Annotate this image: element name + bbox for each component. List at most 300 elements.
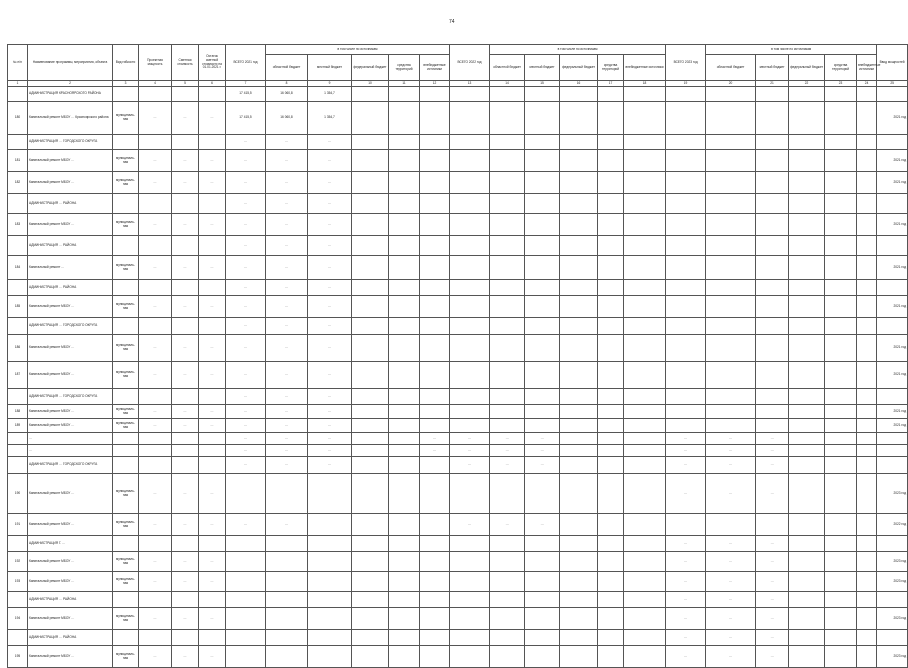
commissioning-year: 2021 год bbox=[877, 405, 908, 419]
cell-c11 bbox=[389, 572, 420, 592]
cell-c4 bbox=[139, 630, 172, 646]
cell-c15 bbox=[525, 194, 560, 214]
cell-c11 bbox=[389, 236, 420, 256]
cell-c23 bbox=[825, 433, 857, 445]
cell-c7: … bbox=[226, 296, 266, 318]
table-row bbox=[8, 405, 908, 419]
cell-c13 bbox=[450, 474, 490, 514]
table-row bbox=[8, 646, 908, 668]
cell-c9: … bbox=[308, 172, 352, 194]
commissioning-year bbox=[877, 135, 908, 150]
cell-c20 bbox=[706, 256, 756, 280]
cell-c20: … bbox=[706, 646, 756, 668]
cell-c12 bbox=[420, 592, 450, 608]
cell-c21: … bbox=[756, 445, 789, 457]
cell-c16 bbox=[560, 335, 598, 362]
cell-c20 bbox=[706, 318, 756, 335]
cell-c14 bbox=[490, 194, 525, 214]
column-number: 23 bbox=[825, 81, 857, 87]
program-table bbox=[7, 44, 908, 668]
row-number: 181 bbox=[8, 150, 28, 172]
header-federal-budget: федеральный бюджет bbox=[560, 55, 598, 81]
cell-c7: 17 415,5 bbox=[226, 102, 266, 135]
cell-c5: … bbox=[172, 419, 199, 433]
cell-c4 bbox=[139, 135, 172, 150]
cell-c19 bbox=[666, 419, 706, 433]
cell-c7 bbox=[226, 592, 266, 608]
cell-c16 bbox=[560, 296, 598, 318]
cell-c4: … bbox=[139, 256, 172, 280]
cell-c8 bbox=[266, 572, 308, 592]
cell-c23 bbox=[825, 536, 857, 552]
row-name: АДМИНИСТРАЦИЯ … ГОРОДСКОГО ОКРУГА bbox=[28, 457, 113, 474]
cell-c8 bbox=[266, 592, 308, 608]
table-row bbox=[8, 474, 908, 514]
header-regional-budget: областной бюджет bbox=[490, 55, 525, 81]
commissioning-year: 2023 год bbox=[877, 552, 908, 572]
section-row bbox=[8, 433, 908, 445]
cell-c9: 1 354,7 bbox=[308, 102, 352, 135]
cell-c22 bbox=[789, 214, 825, 236]
section-row bbox=[8, 389, 908, 405]
cell-c16 bbox=[560, 194, 598, 214]
row-number bbox=[8, 433, 28, 445]
cell-c8: … bbox=[266, 150, 308, 172]
cell-c17 bbox=[598, 646, 624, 668]
cell-c12 bbox=[420, 150, 450, 172]
cell-c12: … bbox=[420, 445, 450, 457]
cell-c17 bbox=[598, 405, 624, 419]
header-num: № п/п bbox=[8, 45, 28, 81]
cell-c11 bbox=[389, 256, 420, 280]
cell-c12 bbox=[420, 256, 450, 280]
cell-c15 bbox=[525, 646, 560, 668]
cell-c12 bbox=[420, 514, 450, 536]
row-name: Капитальный ремонт МБОУ … bbox=[28, 419, 113, 433]
column-number: 4 bbox=[139, 81, 172, 87]
cell-c20: … bbox=[706, 630, 756, 646]
cell-c14 bbox=[490, 362, 525, 389]
cell-c8: … bbox=[266, 280, 308, 296]
cell-c11 bbox=[389, 646, 420, 668]
row-number: 191 bbox=[8, 514, 28, 536]
cell-c12 bbox=[420, 536, 450, 552]
header-territory-funds: средства территорий bbox=[598, 55, 624, 81]
cell-c8: … bbox=[266, 214, 308, 236]
cell-c4 bbox=[139, 536, 172, 552]
cell-c23 bbox=[825, 608, 857, 630]
table-row bbox=[8, 552, 908, 572]
column-number: 1 bbox=[8, 81, 28, 87]
cell-c19: … bbox=[666, 433, 706, 445]
header-regional-budget: областной бюджет bbox=[706, 55, 756, 81]
cell-c17 bbox=[598, 172, 624, 194]
row-name: Капитальный ремонт МБОУ … bbox=[28, 335, 113, 362]
cell-c13 bbox=[450, 280, 490, 296]
cell-c18 bbox=[624, 389, 666, 405]
commissioning-year: 2021 год bbox=[877, 214, 908, 236]
cell-c3 bbox=[113, 457, 139, 474]
cell-c17 bbox=[598, 256, 624, 280]
header-extrabudget: внебюджетные источники bbox=[857, 55, 877, 81]
column-number: 9 bbox=[308, 81, 352, 87]
row-number: 190 bbox=[8, 474, 28, 514]
cell-c24 bbox=[857, 514, 877, 536]
cell-c19: … bbox=[666, 536, 706, 552]
cell-c5: … bbox=[172, 608, 199, 630]
commissioning-year: 2021 год bbox=[877, 172, 908, 194]
cell-c24 bbox=[857, 536, 877, 552]
cell-c16 bbox=[560, 433, 598, 445]
cell-c13 bbox=[450, 572, 490, 592]
table-row bbox=[8, 572, 908, 592]
cell-c7 bbox=[226, 608, 266, 630]
cell-c19 bbox=[666, 172, 706, 194]
cell-c12 bbox=[420, 87, 450, 102]
cell-c19 bbox=[666, 514, 706, 536]
cell-c23 bbox=[825, 214, 857, 236]
cell-c17 bbox=[598, 214, 624, 236]
header-federal-budget: федеральный бюджет bbox=[352, 55, 389, 81]
cell-c7: … bbox=[226, 214, 266, 236]
cell-c13: … bbox=[450, 445, 490, 457]
cell-c8: … bbox=[266, 236, 308, 256]
cell-c14 bbox=[490, 135, 525, 150]
cell-c18 bbox=[624, 572, 666, 592]
commissioning-year: 2021 год bbox=[877, 362, 908, 389]
cell-c21: … bbox=[756, 474, 789, 514]
cell-c4 bbox=[139, 280, 172, 296]
cell-c13 bbox=[450, 646, 490, 668]
cell-c9: … bbox=[308, 194, 352, 214]
cell-c23 bbox=[825, 296, 857, 318]
cell-c20: … bbox=[706, 433, 756, 445]
cell-c17 bbox=[598, 592, 624, 608]
cell-c20 bbox=[706, 335, 756, 362]
cell-c4 bbox=[139, 445, 172, 457]
cell-c13 bbox=[450, 135, 490, 150]
cell-c3 bbox=[113, 135, 139, 150]
cell-c19 bbox=[666, 280, 706, 296]
cell-c24 bbox=[857, 280, 877, 296]
cell-c16 bbox=[560, 280, 598, 296]
cell-c6 bbox=[199, 433, 226, 445]
cell-c4 bbox=[139, 236, 172, 256]
row-name: Капитальный ремонт МБОУ … bbox=[28, 572, 113, 592]
cell-c18 bbox=[624, 87, 666, 102]
cell-c17 bbox=[598, 236, 624, 256]
cell-c19 bbox=[666, 405, 706, 419]
cell-c23 bbox=[825, 194, 857, 214]
cell-c13 bbox=[450, 552, 490, 572]
row-number: 189 bbox=[8, 419, 28, 433]
header-territory-funds: средства территорий bbox=[825, 55, 857, 81]
header-regional-budget: областной бюджет bbox=[266, 55, 308, 81]
cell-c5: … bbox=[172, 514, 199, 536]
cell-c22 bbox=[789, 318, 825, 335]
cell-c12 bbox=[420, 102, 450, 135]
cell-c20 bbox=[706, 102, 756, 135]
cell-c13 bbox=[450, 335, 490, 362]
cell-c23 bbox=[825, 236, 857, 256]
cell-c4: … bbox=[139, 419, 172, 433]
cell-c24 bbox=[857, 362, 877, 389]
cell-c7: … bbox=[226, 135, 266, 150]
cell-c24 bbox=[857, 592, 877, 608]
cell-c17 bbox=[598, 630, 624, 646]
cell-c9 bbox=[308, 572, 352, 592]
header-estimate: Сметная стоимость bbox=[172, 45, 199, 81]
row-number bbox=[8, 280, 28, 296]
cell-c20: … bbox=[706, 592, 756, 608]
section-row bbox=[8, 135, 908, 150]
cell-c9 bbox=[308, 514, 352, 536]
cell-c5: … bbox=[172, 102, 199, 135]
cell-c24 bbox=[857, 214, 877, 236]
cell-c9: … bbox=[308, 256, 352, 280]
row-number: 182 bbox=[8, 172, 28, 194]
cell-c18 bbox=[624, 405, 666, 419]
cell-c14 bbox=[490, 214, 525, 236]
cell-c13 bbox=[450, 405, 490, 419]
cell-c20 bbox=[706, 405, 756, 419]
cell-c24 bbox=[857, 194, 877, 214]
cell-c18 bbox=[624, 630, 666, 646]
cell-c5: … bbox=[172, 405, 199, 419]
row-number bbox=[8, 457, 28, 474]
row-number: 183 bbox=[8, 214, 28, 236]
row-name: АДМИНИСТРАЦИЯ … РАЙОНА bbox=[28, 280, 113, 296]
cell-c7 bbox=[226, 572, 266, 592]
cell-c15 bbox=[525, 474, 560, 514]
cell-c7: … bbox=[226, 419, 266, 433]
cell-c21 bbox=[756, 87, 789, 102]
cell-c12 bbox=[420, 608, 450, 630]
cell-c12 bbox=[420, 335, 450, 362]
cell-c9 bbox=[308, 608, 352, 630]
cell-c16 bbox=[560, 172, 598, 194]
cell-c18 bbox=[624, 536, 666, 552]
cell-c15 bbox=[525, 608, 560, 630]
column-number: 3 bbox=[113, 81, 139, 87]
cell-c21: … bbox=[756, 552, 789, 572]
cell-c10 bbox=[352, 102, 389, 135]
cell-c21: … bbox=[756, 433, 789, 445]
cell-c18 bbox=[624, 433, 666, 445]
cell-c6 bbox=[199, 87, 226, 102]
cell-c14 bbox=[490, 318, 525, 335]
cell-c3: муниципаль-ная bbox=[113, 335, 139, 362]
cell-c20: … bbox=[706, 552, 756, 572]
cell-c17 bbox=[598, 194, 624, 214]
cell-c11 bbox=[389, 474, 420, 514]
cell-c9: … bbox=[308, 214, 352, 236]
cell-c3: муниципаль-ная bbox=[113, 552, 139, 572]
cell-c5: … bbox=[172, 335, 199, 362]
cell-c14 bbox=[490, 150, 525, 172]
cell-c11 bbox=[389, 433, 420, 445]
cell-c18 bbox=[624, 194, 666, 214]
cell-c7: … bbox=[226, 514, 266, 536]
cell-c18 bbox=[624, 646, 666, 668]
cell-c14 bbox=[490, 646, 525, 668]
cell-c15: … bbox=[525, 445, 560, 457]
column-number: 12 bbox=[420, 81, 450, 87]
cell-c3 bbox=[113, 236, 139, 256]
cell-c22 bbox=[789, 457, 825, 474]
row-number bbox=[8, 87, 28, 102]
cell-c14 bbox=[490, 172, 525, 194]
cell-c23 bbox=[825, 572, 857, 592]
row-number bbox=[8, 445, 28, 457]
cell-c9: 1 354,7 bbox=[308, 87, 352, 102]
cell-c13 bbox=[450, 318, 490, 335]
column-number: 10 bbox=[352, 81, 389, 87]
cell-c13 bbox=[450, 592, 490, 608]
cell-c8: … bbox=[266, 335, 308, 362]
cell-c9 bbox=[308, 474, 352, 514]
cell-c9 bbox=[308, 630, 352, 646]
cell-c4: … bbox=[139, 405, 172, 419]
cell-c10 bbox=[352, 433, 389, 445]
cell-c3: муниципаль-ная bbox=[113, 514, 139, 536]
cell-c20 bbox=[706, 236, 756, 256]
cell-c9: … bbox=[308, 236, 352, 256]
cell-c8: … bbox=[266, 514, 308, 536]
row-number bbox=[8, 536, 28, 552]
row-name: Капитальный ремонт МБОУ … bbox=[28, 514, 113, 536]
cell-c12 bbox=[420, 280, 450, 296]
cell-c17 bbox=[598, 419, 624, 433]
cell-c9: … bbox=[308, 389, 352, 405]
cell-c19: … bbox=[666, 457, 706, 474]
cell-c23 bbox=[825, 389, 857, 405]
cell-c20 bbox=[706, 87, 756, 102]
cell-c15 bbox=[525, 102, 560, 135]
cell-c10 bbox=[352, 335, 389, 362]
cell-c6: … bbox=[199, 552, 226, 572]
cell-c3 bbox=[113, 592, 139, 608]
cell-c6 bbox=[199, 318, 226, 335]
cell-c15 bbox=[525, 335, 560, 362]
cell-c5: … bbox=[172, 172, 199, 194]
cell-c6: … bbox=[199, 362, 226, 389]
cell-c17 bbox=[598, 87, 624, 102]
cell-c18 bbox=[624, 102, 666, 135]
cell-c8: 16 060,8 bbox=[266, 102, 308, 135]
commissioning-year: 2023 год bbox=[877, 646, 908, 668]
cell-c14 bbox=[490, 335, 525, 362]
header-total-2023: ВСЕГО 2023 год bbox=[666, 45, 706, 81]
row-name: Капитальный ремонт МБОУ … bbox=[28, 474, 113, 514]
cell-c4: … bbox=[139, 296, 172, 318]
cell-c19: … bbox=[666, 646, 706, 668]
cell-c16 bbox=[560, 646, 598, 668]
row-number bbox=[8, 592, 28, 608]
cell-c17 bbox=[598, 514, 624, 536]
cell-c7: … bbox=[226, 194, 266, 214]
header-local-budget: местный бюджет bbox=[756, 55, 789, 81]
row-number: 187 bbox=[8, 362, 28, 389]
cell-c5 bbox=[172, 280, 199, 296]
row-name: Капитальный ремонт МБОУ … bbox=[28, 150, 113, 172]
cell-c11 bbox=[389, 296, 420, 318]
cell-c11 bbox=[389, 389, 420, 405]
cell-c3 bbox=[113, 87, 139, 102]
cell-c19: … bbox=[666, 592, 706, 608]
cell-c19: … bbox=[666, 552, 706, 572]
cell-c23 bbox=[825, 150, 857, 172]
cell-c6: … bbox=[199, 214, 226, 236]
cell-c16 bbox=[560, 630, 598, 646]
cell-c18 bbox=[624, 445, 666, 457]
cell-c10 bbox=[352, 87, 389, 102]
cell-c12 bbox=[420, 474, 450, 514]
header-group-2023: в том числе по источникам bbox=[706, 45, 877, 55]
cell-c24 bbox=[857, 172, 877, 194]
cell-c22 bbox=[789, 474, 825, 514]
cell-c20: … bbox=[706, 457, 756, 474]
cell-c18 bbox=[624, 135, 666, 150]
section-row bbox=[8, 630, 908, 646]
cell-c3: муниципаль-ная bbox=[113, 474, 139, 514]
cell-c24 bbox=[857, 296, 877, 318]
cell-c14: … bbox=[490, 433, 525, 445]
cell-c14 bbox=[490, 87, 525, 102]
cell-c19 bbox=[666, 214, 706, 236]
cell-c6: … bbox=[199, 256, 226, 280]
cell-c12 bbox=[420, 405, 450, 419]
column-number: 14 bbox=[490, 81, 525, 87]
cell-c5: … bbox=[172, 150, 199, 172]
cell-c22 bbox=[789, 236, 825, 256]
cell-c6 bbox=[199, 536, 226, 552]
cell-c17 bbox=[598, 552, 624, 572]
commissioning-year: 2023 год bbox=[877, 474, 908, 514]
section-row bbox=[8, 87, 908, 102]
table-row bbox=[8, 172, 908, 194]
cell-c13 bbox=[450, 102, 490, 135]
cell-c24 bbox=[857, 405, 877, 419]
cell-c10 bbox=[352, 172, 389, 194]
cell-c20: … bbox=[706, 608, 756, 630]
cell-c10 bbox=[352, 236, 389, 256]
cell-c20 bbox=[706, 194, 756, 214]
cell-c12 bbox=[420, 362, 450, 389]
cell-c15 bbox=[525, 214, 560, 236]
table-row bbox=[8, 102, 908, 135]
cell-c19: … bbox=[666, 608, 706, 630]
cell-c9 bbox=[308, 552, 352, 572]
cell-c5 bbox=[172, 457, 199, 474]
cell-c24 bbox=[857, 474, 877, 514]
cell-c6: … bbox=[199, 405, 226, 419]
cell-c14 bbox=[490, 102, 525, 135]
cell-c15 bbox=[525, 630, 560, 646]
cell-c22 bbox=[789, 445, 825, 457]
cell-c16 bbox=[560, 389, 598, 405]
cell-c9: … bbox=[308, 296, 352, 318]
cell-c22 bbox=[789, 335, 825, 362]
section-row bbox=[8, 236, 908, 256]
cell-c7: … bbox=[226, 150, 266, 172]
cell-c9 bbox=[308, 536, 352, 552]
commissioning-year: 2021 год bbox=[877, 296, 908, 318]
cell-c22 bbox=[789, 405, 825, 419]
row-number: 184 bbox=[8, 256, 28, 280]
cell-c19 bbox=[666, 362, 706, 389]
table-row bbox=[8, 608, 908, 630]
